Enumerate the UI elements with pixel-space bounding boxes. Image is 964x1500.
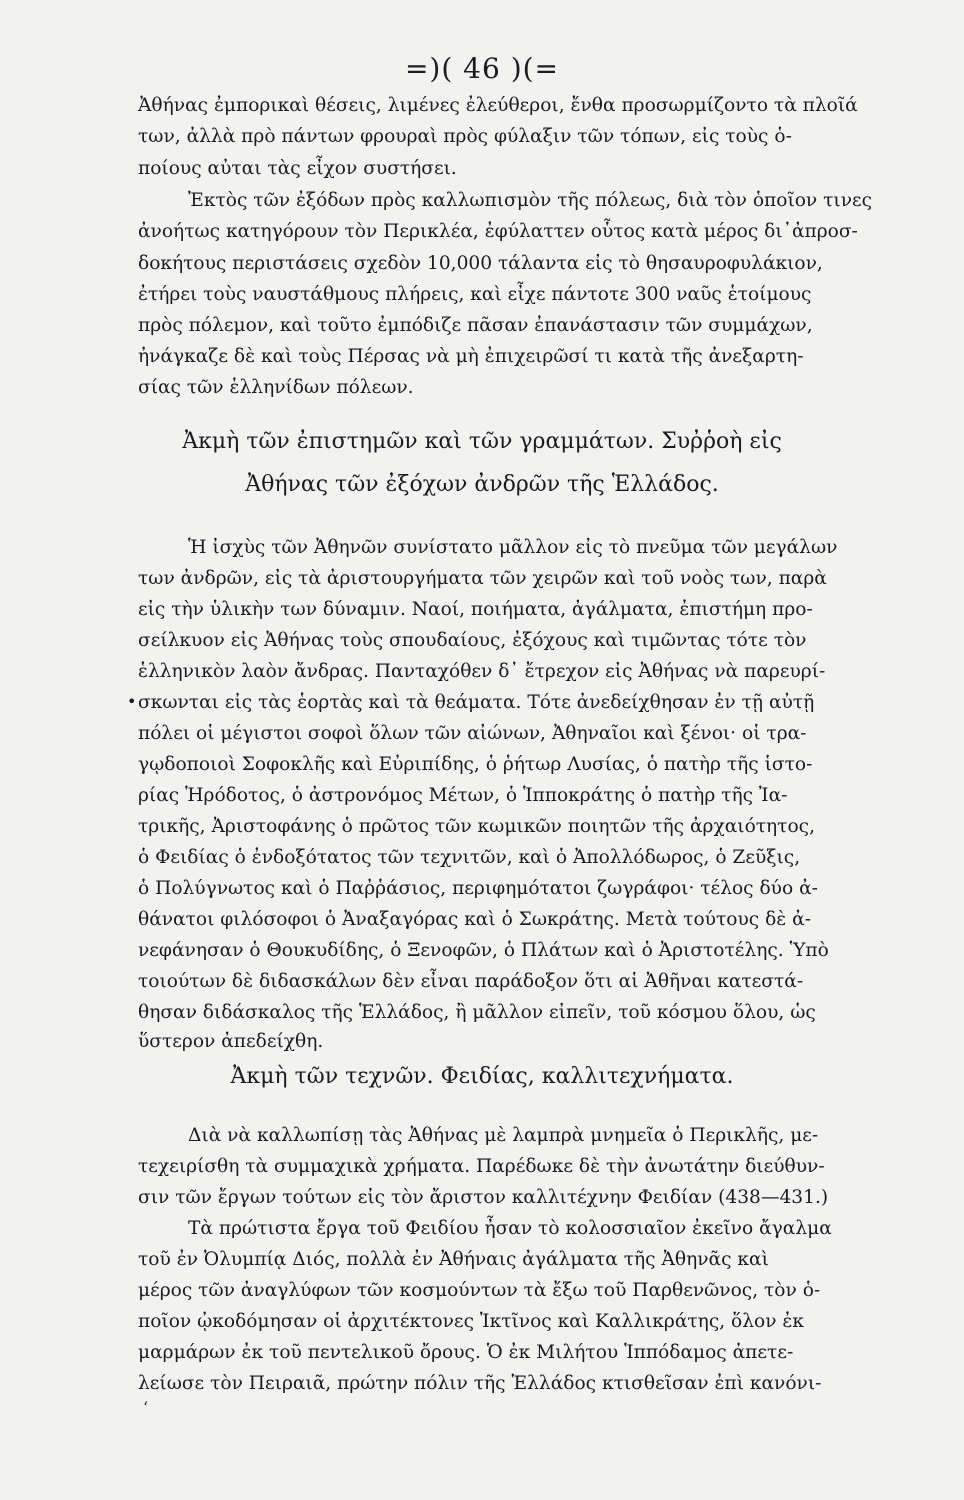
text-line: Ἀθήνας ἐμπορικαὶ θέσεις, λιμένες ἐλεύθεροι, ἔνθα προσωρμίζοντο τὰ πλοῖά (138, 95, 858, 116)
text-line: Τὰ πρώτιστα ἔργα τοῦ Φειδίου ἦσαν τὸ κολοσσιαῖον ἐκεῖνο ἄγαλμα (188, 1218, 832, 1239)
text-line: των ἀνδρῶν, εἰς τὰ ἀριστουργήματα τῶν χειρῶν καὶ τοῦ νοὸς των, παρὰ (138, 568, 827, 589)
text-line: Ἡ ἰσχὺς τῶν Ἀθηνῶν συνίστατο μᾶλλον εἰς τὸ πνεῦμα τῶν μεγάλων (188, 537, 838, 558)
text-line: σίας τῶν ἑλληνίδων πόλεων. (138, 377, 414, 398)
text-line: ἠνάγκαζε δὲ καὶ τοὺς Πέρσας νὰ μὴ ἐπιχειρῶσί τι κατὰ τῆς ἀνεξαρτη- (138, 346, 804, 367)
text-line: πόλει οἱ μέγιστοι σοφοὶ ὅλων τῶν αἰώνων, Ἀθηναῖοι καὶ ξένοι· οἱ τρα- (138, 723, 807, 744)
text-line: Διὰ νὰ καλλωπίσῃ τὰς Ἀθήνας μὲ λαμπρὰ μνημεῖα ὁ Περικλῆς, με- (188, 1125, 819, 1146)
text-line: τοῦ ἐν Ὀλυμπίᾳ Διός, πολλὰ ἐν Ἀθήναις ἀγάλματα τῆς Ἀθηνᾶς καὶ (138, 1249, 769, 1270)
text-line: ἀνοήτως κατηγόρουν τὸν Περικλέα, ἐφύλαττεν οὗτος κατὰ μέρος δι᾽ἀπροσ- (138, 221, 858, 242)
text-line: ὁ Φειδίας ὁ ἐνδοξότατος τῶν τεχνιτῶν, καὶ ὁ Ἀπολλόδωρος, ὁ Ζεῦξις, (138, 847, 801, 868)
section-heading: Ἀκμὴ τῶν ἐπιστημῶν καὶ τῶν γραμμάτων. Συῤῥοὴ εἰς (182, 429, 782, 454)
text-line: ἐτήρει τοὺς ναυστάθμους πλήρεις, καὶ εἶχε πάντοτε 300 ναῦς ἑτοίμους (138, 284, 812, 305)
text-line: ποῖον ᾠκοδόμησαν οἱ ἀρχιτέκτονες Ἰκτῖνος καὶ Καλλικράτης, ὅλον ἐκ (138, 1311, 805, 1332)
section-heading: Ἀκμὴ τῶν τεχνῶν. Φειδίας, καλλιτεχνήματα. (230, 1064, 734, 1089)
text-line: θάνατοι φιλόσοφοι ὁ Ἀναξαγόρας καὶ ὁ Σωκράτης. Μετὰ τούτους δὲ ἀ- (138, 909, 811, 930)
text-line: νεφάνησαν ὁ Θουκυδίδης, ὁ Ξενοφῶν, ὁ Πλάτων καὶ ὁ Ἀριστοτέλης. Ὑπὸ (138, 940, 829, 961)
text-line: μαρμάρων ἐκ τοῦ πεντελικοῦ ὄρους. Ὁ ἐκ Μιλήτου Ἱππόδαμος ἀπετε- (138, 1342, 794, 1363)
page-number-header: =)( 46 )(= (404, 52, 560, 85)
text-line: τρικῆς, Ἀριστοφάνης ὁ πρῶτος τῶν κωμικῶν ποιητῶν τῆς ἀρχαιότητος, (138, 816, 815, 837)
text-line: ἑλληνικὸν λαὸν ἄνδρας. Πανταχόθεν δ᾽ ἔτρεχον εἰς Ἀθήνας νὰ παρευρί- (138, 661, 826, 682)
text-line: εἰς τὴν ὑλικὴν των δύναμιν. Ναοί, ποιήματα, ἀγάλματα, ἐπιστήμη προ- (138, 599, 813, 620)
text-line: σκωνται εἰς τὰς ἑορτὰς καὶ τὰ θεάματα. Τότε ἀνεδείχθησαν ἐν τῇ αὐτῇ (138, 692, 815, 713)
text-line: γῳδοποιοὶ Σοφοκλῆς καὶ Εὐριπίδης, ὁ ῥήτωρ Λυσίας, ὁ πατὴρ τῆς ἱστο- (138, 754, 813, 775)
text-line: λείωσε τὸν Πειραιᾶ, πρώτην πόλιν τῆς Ἑλλάδος κτισθεῖσαν ἐπὶ κανόνι- (138, 1373, 822, 1394)
text-line: δοκήτους περιστάσεις σχεδὸν 10,000 τάλαντα εἰς τὸ θησαυροφυλάκιον, (138, 253, 823, 274)
text-line: Ἐκτὸς τῶν ἐξόδων πρὸς καλλωπισμὸν τῆς πόλεως, διὰ τὸν ὁποῖον τινες (188, 190, 873, 211)
text-line: ὕστερον ἀπεδείχθη. (138, 1031, 324, 1052)
text-line: ὁ Πολύγνωτος καὶ ὁ Παῤῥάσιος, περιφημότατοι ζωγράφοι· τέλος δύο ἀ- (138, 878, 818, 899)
text-line: τεχειρίσθη τὰ συμμαχικὰ χρήματα. Παρέδωκε δὲ τὴν ἀνωτάτην διεύθυν- (138, 1156, 825, 1177)
ink-dot-mark: • (127, 692, 137, 711)
text-line: σείλκυον εἰς Ἀθήνας τοὺς σπουδαίους, ἐξόχους καὶ τιμῶντας τότε τὸν (138, 630, 807, 651)
text-line: των, ἀλλὰ πρὸ πάντων φρουραὶ πρὸς φύλαξιν τῶν τόπων, εἰς τοὺς ὁ- (138, 126, 792, 147)
text-line: ποίους αὐται τὰς εἶχον συστήσει. (138, 158, 457, 179)
text-line: πρὸς πόλεμον, καὶ τοῦτο ἐμπόδιζε πᾶσαν ἐπανάστασιν τῶν συμμάχων, (138, 315, 813, 336)
text-line: μέρος τῶν ἀναγλύφων τῶν κοσμούντων τὰ ἔξω τοῦ Παρθενῶνος, τὸν ὁ- (138, 1280, 821, 1301)
ink-tick-mark: ‘ (143, 1398, 149, 1417)
text-line: ρίας Ἡρόδοτος, ὁ ἀστρονόμος Μέτων, ὁ Ἱπποκράτης ὁ πατὴρ τῆς Ἰα- (138, 785, 788, 806)
text-line: τοιούτων δὲ διδασκάλων δὲν εἶναι παράδοξον ὅτι αἱ Ἀθῆναι κατεστά- (138, 971, 804, 992)
text-line: σιν τῶν ἔργων τούτων εἰς τὸν ἄριστον καλλιτέχνην Φειδίαν (438—431.) (138, 1187, 829, 1208)
section-heading-continued: Ἀθήνας τῶν ἐξόχων ἀνδρῶν τῆς Ἑλλάδος. (245, 472, 719, 497)
text-line: θησαν διδάσκαλος τῆς Ἑλλάδος, ἢ μᾶλλον εἰπεῖν, τοῦ κόσμου ὅλου, ὡς (138, 1002, 816, 1023)
